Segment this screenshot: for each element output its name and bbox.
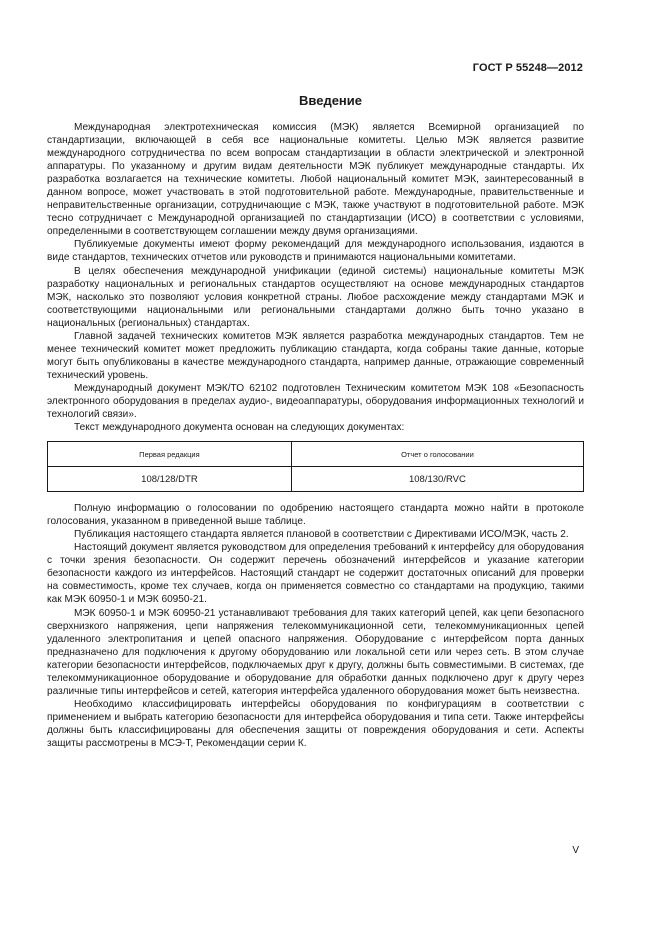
body-text (47, 121, 584, 750)
voting-table (47, 441, 584, 492)
document-code: ГОСТ Р 55248—2012 (472, 62, 583, 74)
paragraph: Текст международного документа основан на следующих документах: (74, 422, 405, 434)
paragraph: Международная электротехническая комиссия (МЭК) является Всемирной организацией по стандартизации, включающей в себя все национальные комитеты. Целью МЭК является развитие международного сотрудничества по всем вопросам стандартизации в области электрической и электронной аппаратуры. По указанному и другим видам деятельности МЭК публикует международные стандарты. Их разработка возлагается на технические комитеты. Любой национальный комитет МЭК, заинтересованный в данном вопросе, может участвовать в этой подготовительной работе. Международные, правительственные и неправительственные организации, сотрудничающие с МЭК, также участвуют в подготовительной работе. МЭК тесно сотрудничает с Международной организацией по стандартизации (ИСО) в соответствии с условиями, определенными в соответствующем соглашении между двумя организациями. (47, 122, 584, 238)
paragraph: Необходимо классифицировать интерфейсы оборудования по конфигурациям в соответствии с применением и выбрать категорию безопасности для интерфейса оборудования и типа сети. Также интерфейсы должны быть классифицированы для обеспечения защиты от повреждения оборудования и сети. Аспекты защиты рассмотрены в МСЭ-Т, Рекомендации серии К. (47, 698, 584, 749)
page-number: V (572, 845, 579, 856)
paragraph: Публикуемые документы имеют форму рекомендаций для международного использования, издаются в виде стандартов, технических отчетов или руководств и принимаются национальными комитетами. (47, 239, 584, 264)
table-header-cell: Отчет о голосовании (291, 442, 583, 467)
paragraph: Полную информацию о голосовании по одобрению настоящего стандарта можно найти в протоколе голосования, указанном в приведенной выше таблице. (47, 503, 584, 528)
paragraph: Публикация настоящего стандарта является плановой в соответствии с Директивами ИСО/МЭК, часть 2. (74, 529, 569, 541)
section-title: Введение (299, 93, 362, 108)
paragraph: МЭК 60950-1 и МЭК 60950-21 устанавливают требования для таких категорий цепей, как цепи безопасного сверхнизкого напряжения, цепи напряжения телекоммуникационной сети, телекоммуникационных цепей удаленного электропитания и цепей опасного напряжения. Оборудование с интерфейсом порта данных предназначено для подключения к другому оборудованию или локальной сети или через сеть. В этом случае категории безопасности интерфейсов, подключаемых друг к другу, должны быть совместимыми. В системах, где телекоммуникационное оборудование и оборудование для обработки данных подключено друг к другу через различные типы интерфейсов и сетей, категория интерфейса удаленного оборудования может быть неизвестна. (47, 607, 584, 697)
table-row (48, 467, 584, 492)
paragraph: Настоящий документ является руководством для определения требований к интерфейсу для оборудования с точки зрения безопасности. Он содержит перечень обозначений интерфейсов и указание категории безопасности каждого из интерфейсов. Настоящий стандарт не содержит достаточных описаний для проверки на совместимость, кроме тех случаев, когда он применяется совместно со стандартами на продукцию, такими как МЭК 60950-1 и МЭК 60950-21. (47, 542, 584, 606)
table-cell: 108/128/DTR (48, 467, 292, 492)
table-header-cell: Первая редакция (48, 442, 292, 467)
paragraph: Главной задачей технических комитетов МЭК является разработка международных стандартов. Тем не менее технический комитет может предложить публикацию стандарта, когда собраны такие данные, которые могут быть опубликованы в качестве международного стандарта, например данные, отражающие современный технический уровень. (47, 330, 584, 381)
table-cell: 108/130/RVC (291, 467, 583, 492)
table-header-row (48, 442, 584, 467)
paragraph: В целях обеспечения международной унификации (единой системы) национальные комитеты МЭК разработку национальных и региональных стандартов осуществляют на основе международных стандартов МЭК, насколько это позволяют условия конкретной страны. Любое расхождение между стандартами МЭК и соответствующими национальными или региональными стандартами должно быть точно указано в национальных (региональных) стандартах. (47, 265, 584, 329)
paragraph: Международный документ МЭК/ТО 62102 подготовлен Техническим комитетом МЭК 108 «Безопасность электронного оборудования в пределах аудио-, видеоаппаратуры, оборудования информационных технологий и технологий связи». (47, 382, 584, 421)
